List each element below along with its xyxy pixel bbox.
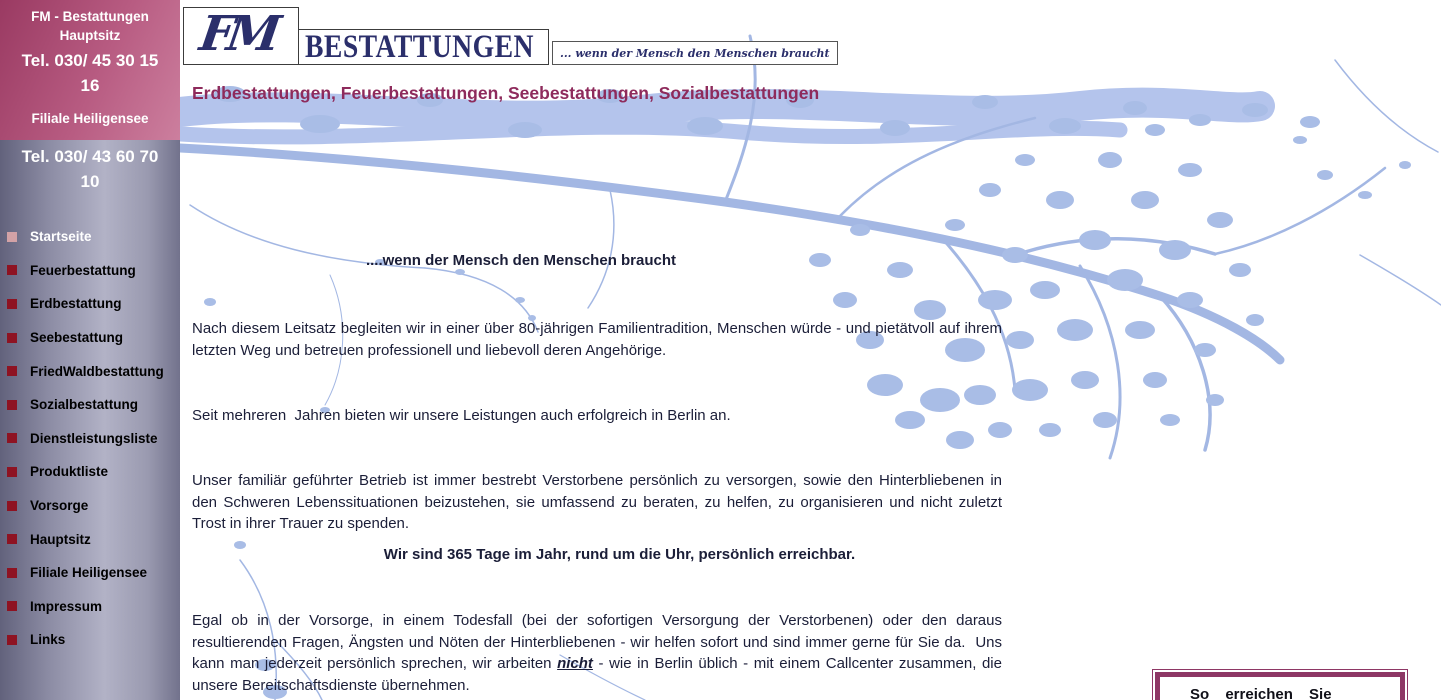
services-heading: Erdbestattungen, Feuerbestattungen, Seebestattungen, Sozialbestattungen	[192, 83, 820, 103]
sidebar-item-hauptsitz[interactable]	[0, 522, 180, 556]
logo-tagline-box	[552, 41, 838, 65]
nav-bullet-icon	[7, 534, 17, 544]
nav-bullet-icon	[7, 635, 17, 645]
nav-bullet-icon	[7, 433, 17, 443]
logo-name-box	[299, 29, 549, 65]
paragraph-betrieb: Unser familiär geführter Betrieb ist immer bestrebt Verstorbene persönlich zu versorgen, sowie den Hinterbliebenen in den Schweren Lebenssituationen beizustehen, sie umfassend zu beraten, zu helfen, zu organisieren und nicht zuletzt Trost in ihrer Trauer zu spenden.	[192, 472, 1007, 532]
nav-bullet-icon	[7, 601, 17, 611]
sidebar-nav	[0, 220, 180, 657]
phone-branch: Tel. 030/ 43 60 70 10	[21, 147, 159, 191]
sidebar-item-produktliste[interactable]	[0, 455, 180, 489]
sidebar-item-vorsorge[interactable]	[0, 489, 180, 523]
paragraph-tradition: Nach diesem Leitsatz begleiten wir in einer über 80-jährigen Familientradition, Menschen würde - und pietätvoll auf ihrem letzten Weg und betreuen professionell und liebevoll deren Angehörige.	[192, 320, 1007, 359]
sidebar-item-label: Sozialbestattung	[30, 397, 139, 413]
sidebar-item-label: Seebestattung	[30, 330, 124, 346]
company-location: Hauptsitz	[59, 28, 121, 43]
nav-bullet-icon	[7, 333, 17, 343]
branch-name: Filiale Heiligensee	[31, 111, 149, 126]
sidebar-item-label: FriedWaldbestattung	[30, 363, 164, 379]
nav-bullet-icon	[7, 400, 17, 410]
logo-monogram: FM	[196, 6, 278, 62]
nav-bullet-icon	[7, 366, 17, 376]
sidebar-item-label: Links	[30, 632, 66, 648]
availability-heading: Wir sind 365 Tage im Jahr, rund um die Uhr, persönlich erreichbar.	[383, 546, 856, 563]
nav-bullet-icon	[7, 265, 17, 275]
sidebar-item-label: Vorsorge	[30, 498, 89, 514]
sidebar-header	[0, 0, 180, 140]
sidebar-item-sozialbestattung[interactable]	[0, 388, 180, 422]
sidebar-item-label: Dienstleistungsliste	[30, 430, 158, 446]
sidebar-item-friedwaldbestattung[interactable]	[0, 354, 180, 388]
emphasis-nicht: nicht	[557, 655, 593, 672]
main-content	[180, 0, 1441, 700]
contact-box	[1155, 672, 1405, 700]
nav-bullet-icon	[7, 467, 17, 477]
paragraph-contact-text-end: - wie in Berlin üblich - mit einem Callcenter zusammen, die unsere Bereitschaftsdienste übernehmen.	[192, 655, 1007, 694]
logo-name: BESTATTUNGEN	[305, 29, 534, 65]
logo-tagline: ... wenn der Mensch den Menschen braucht	[560, 46, 830, 60]
sidebar-item-seebestattung[interactable]	[0, 321, 180, 355]
contact-box-heading: So erreichen Sie	[1190, 686, 1332, 700]
sidebar-item-label: Erdbestattung	[30, 296, 122, 312]
nav-bullet-icon	[7, 232, 17, 242]
company-name: FM - Bestattungen	[31, 9, 149, 24]
sidebar-item-label: Feuerbestattung	[30, 262, 136, 278]
logo[interactable]	[183, 7, 838, 65]
nav-bullet-icon	[7, 299, 17, 309]
sidebar-item-filiale-heiligensee[interactable]	[0, 556, 180, 590]
sidebar-body	[0, 140, 180, 700]
sidebar	[0, 0, 180, 700]
paragraph-contact	[192, 610, 1007, 696]
logo-monogram-box	[183, 7, 299, 65]
sidebar-item-feuerbestattung[interactable]	[0, 254, 180, 288]
phone-main: Tel. 030/ 45 30 15 16	[21, 51, 159, 95]
paragraph-berlin: Seit mehreren Jahren bieten wir unsere Leistungen auch erfolgreich in Berlin an.	[192, 407, 731, 424]
motto-heading: ....wenn der Mensch den Menschen braucht	[365, 252, 677, 269]
sidebar-item-label: Startseite	[30, 229, 92, 245]
sidebar-item-dienstleistungsliste[interactable]	[0, 422, 180, 456]
sidebar-item-label: Hauptsitz	[30, 531, 91, 547]
sidebar-item-impressum[interactable]	[0, 590, 180, 624]
sidebar-item-erdbestattung[interactable]	[0, 287, 180, 321]
nav-bullet-icon	[7, 501, 17, 511]
sidebar-item-label: Produktliste	[30, 464, 109, 480]
sidebar-item-label: Filiale Heiligensee	[30, 565, 148, 581]
nav-bullet-icon	[7, 568, 17, 578]
paragraph-contact-text: Egal ob in der Vorsorge, in einem Todesfall (bei der sofortigen Versorgung der Verstorbenen) oder den daraus resultierenden Fragen, Ängsten und Nöten der Hinterbliebenen - wir helfen sofort und sind immer gerne für Sie da. Uns kann man jederzeit persönlich sprechen, wir arbeiten	[192, 612, 1007, 672]
sidebar-item-startseite[interactable]	[0, 220, 180, 254]
sidebar-item-links[interactable]	[0, 623, 180, 657]
sidebar-item-label: Impressum	[30, 598, 103, 614]
